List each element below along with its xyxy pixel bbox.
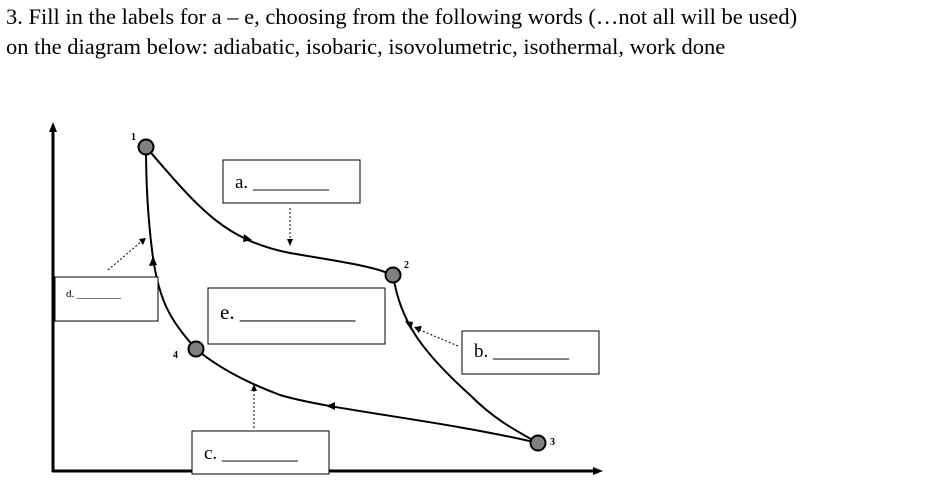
point-4 [189, 342, 204, 357]
arrow-on-4-1 [149, 256, 157, 266]
pointer-b-head [414, 326, 422, 333]
point-4-label: 4 [173, 350, 178, 361]
pointer-b [420, 330, 458, 346]
pointer-d-head [139, 238, 146, 245]
answer-text-c: c. ________ [204, 443, 298, 464]
point-2-label: 2 [404, 260, 409, 271]
point-3 [531, 436, 546, 451]
point-1-label: 1 [131, 132, 136, 143]
pointer-d [108, 241, 142, 270]
question-line-1: 3. Fill in the labels for a – e, choosing from the following words (…not all will be used) [6, 4, 798, 29]
y-axis-arrow [49, 122, 57, 132]
question-line-2: on the diagram below: adiabatic, isobaric, isovolumetric, isothermal, work done [6, 34, 726, 59]
answer-text-d: d. ________ [66, 288, 121, 300]
point-2 [386, 268, 401, 283]
pointer-a-head [287, 239, 293, 246]
point-1 [139, 140, 154, 155]
answer-text-b: b. ________ [474, 341, 569, 362]
point-3-label: 3 [550, 437, 555, 448]
answer-text-e: e. ___________ [220, 300, 356, 324]
arrow-on-3-4 [326, 402, 335, 410]
x-axis-arrow [593, 467, 603, 475]
answer-text-a: a. ________ [235, 172, 329, 193]
